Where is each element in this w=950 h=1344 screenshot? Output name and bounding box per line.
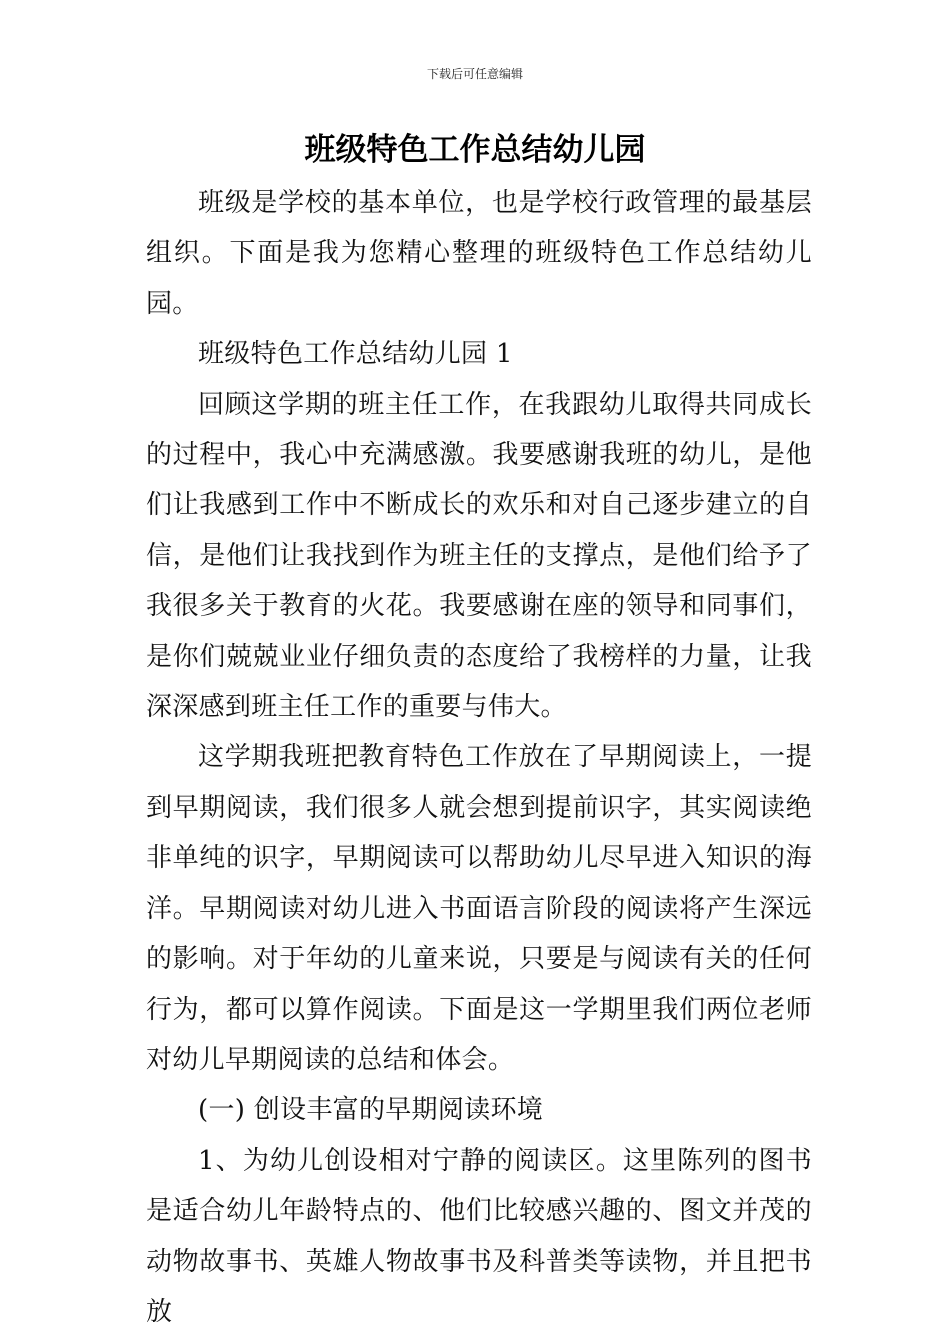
paragraph-reading-area: 1、为幼儿创设相对宁静的阅读区。这里陈列的图书是适合幼儿年龄特点的、他们比较感兴趣的、图文并茂的动物故事书、英雄人物故事书及科普类等读物，并且把书放	[146, 1145, 812, 1327]
document-body	[146, 178, 812, 1337]
header-note: 下载后可任意编辑	[426, 67, 523, 81]
paragraph-review: 回顾这学期的班主任工作，在我跟幼儿取得共同成长的过程中，我心中充满感激。我要感谢我班的幼儿，是他们让我感到工作中不断成长的欢乐和对自己逐步建立的自信，是他们让我找到作为班主任的支撑点，是他们给予了我很多关于教育的火花。我要感谢在座的领导和同事们，是你们兢兢业业仔细负责的态度给了我榜样的力量，让我深深感到班主任工作的重要与伟大。	[146, 389, 812, 723]
section-heading-1: 班级特色工作总结幼儿园 1	[198, 339, 513, 370]
subsection-heading-1: (一) 创设丰富的早期阅读环境	[198, 1095, 544, 1126]
paragraph-intro: 班级是学校的基本单位，也是学校行政管理的最基层组织。下面是我为您精心整理的班级特色工作总结幼儿园。	[146, 188, 812, 319]
document-title: 班级特色工作总结幼儿园	[304, 132, 646, 168]
paragraph-early-reading: 这学期我班把教育特色工作放在了早期阅读上，一提到早期阅读，我们很多人就会想到提前识字，其实阅读绝非单纯的识字，早期阅读可以帮助幼儿尽早进入知识的海洋。早期阅读对幼儿进入书面语言阶段的阅读将产生深远的影响。对于年幼的儿童来说，只要是与阅读有关的任何行为，都可以算作阅读。下面是这一学期里我们两位老师对幼儿早期阅读的总结和体会。	[146, 742, 812, 1075]
